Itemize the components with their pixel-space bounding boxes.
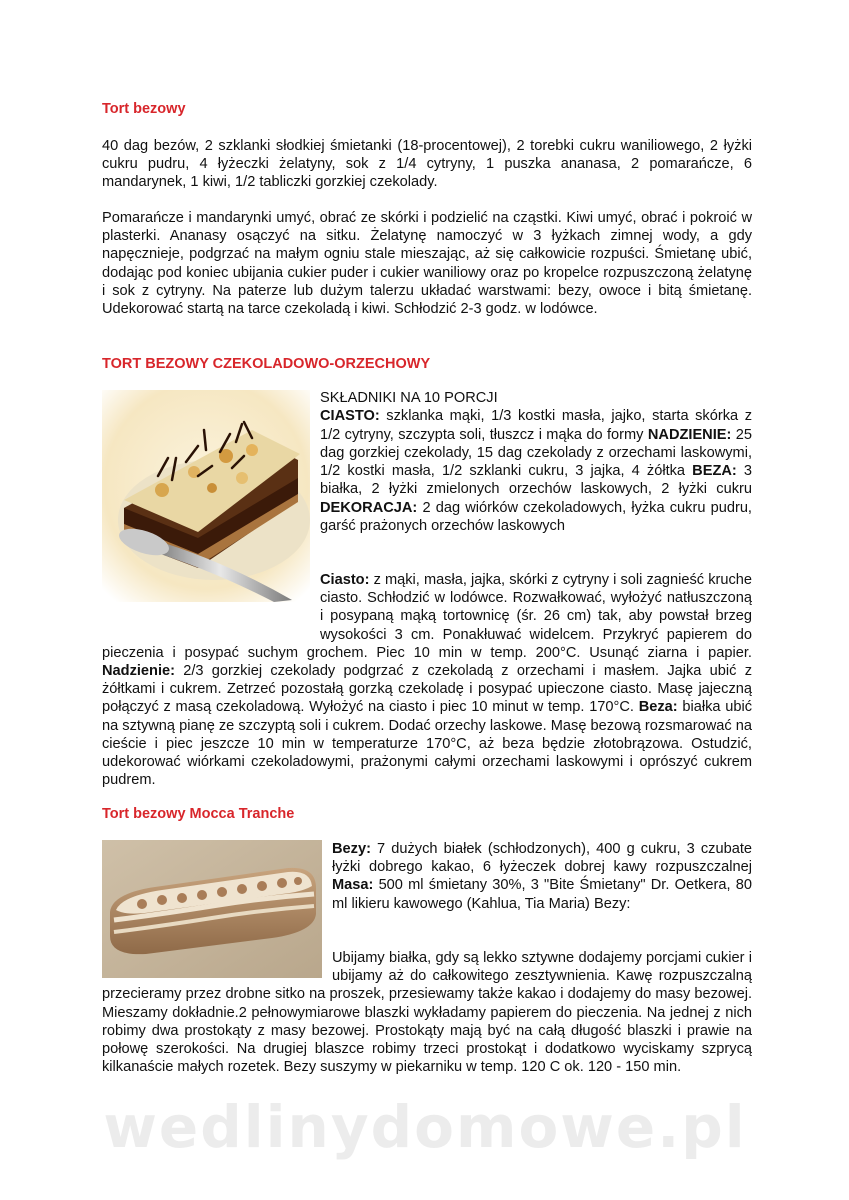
ingredient-ciasto-label: CIASTO: [320,408,380,425]
ingredient-nadzienie-text: 25 dag gorzkiej czekolady, 15 dag czekolady z orzechami laskowymi, 1/2 kostki masła, 1/2 szklanki cukru, 3 jajka, 4 żółtka [320,426,752,480]
recipe2-title: TORT BEZOWY CZEKOLADOWO-ORZECHOWY [102,356,431,372]
ingredient-beza-text: 3 białka, 2 łyżki zmielonych orzechów laskowych, 2 łyżki cukru [320,463,753,498]
method-ciasto-label: Ciasto: [320,572,370,588]
watermark: wedlinydomowe.pl [103,1093,747,1161]
method-nadzienie-label: Nadzienie: [102,663,175,680]
ingredient-dekoracja-text: 2 dag wiórków czekoladowych, łyżka cukru pudru, garść prażonych orzechów laskowych [320,499,752,535]
method-beza-text: białka ubić na sztywną pianę ze szczyptą soli i cukrem. Dodać orzechy laskowe. Masę bezową rozsmarować na cieście i piec jeszcze 10 min w temperaturze 170°C, aż beza będzie złotobrązowa. Ostudzić, udekorować wiórkami czekoladowymi, prażonymi całymi orzechami laskowymi i oprószyć cukrem pudrem. [102,699,753,789]
recipe2-ingredients [320,389,752,535]
ingredient-masa-text: 500 ml śmietany 30%, 3 "Bite Śmietany" Dr. Oetkera, 80 ml likieru kawowego (Kahlua, Tia Maria) Bezy: [332,877,752,912]
recipe1-title: Tort bezowy [102,101,186,117]
method-beza-label: Beza: [638,699,678,716]
ingredient-dekoracja-label: DEKORACJA: [320,499,418,516]
ingredient-bezy-label: Bezy: [332,841,371,857]
recipe2-method [102,571,753,789]
recipe1-ingredients: 40 dag bezów, 2 szklanki słodkiej śmietanki (18-procentowej), 2 torebki cukru waniliowego, 2 łyżki cukru pudru, 4 łyżeczki żelatyny, sok z 1/4 cytryny, 1 puszka ananasa, 2 pomarańcze, 6 mandarynek, 1 kiwi, 1/2 tabliczki gorzkiej czekolady. [102,138,752,191]
ingredient-masa-label: Masa: [332,877,374,894]
ingredient-ciasto-text: szklanka mąki, 1/3 kostki masła, jajko, starta skórka z 1/2 cytryny, szczypta soli, tłuszcz i mąka do formy [320,408,752,443]
ingredient-nadzienie-label: NADZIENIE: [647,426,732,443]
ingredient-bezy-text: 7 dużych białek (schłodzonych), 400 g cukru, 3 czubate łyżki dobrego kakao, 6 łyżeczek dobrej kawy rozpuszczalnej [332,841,752,876]
method-nadzienie-text: 2/3 gorzkiej czekolady podgrzać z czekoladą z orzechami i masłem. Jajka ubić z żółtkami i cukrem. Zetrzeć pozostałą gorzką czekoladę i posypać upieczone ciasto. Masę jajeczną połączyć z masą czekoladową. Wyłożyć na ciasto i piec 10 minut w temp. 170°C. [102,663,752,716]
recipe3-ingredients [332,840,752,913]
recipe3-title: Tort bezowy Mocca Tranche [102,806,295,822]
recipe2-servings: SKŁADNIKI NA 10 PORCJI [320,390,498,406]
ingredient-beza-label: BEZA: [692,463,737,480]
recipe1-method: Pomarańcze i mandarynki umyć, obrać ze skórki i podzielić na cząstki. Kiwi umyć, obrać i pokroić w plasterki. Ananasy osączyć na sitku. Żelatynę namoczyć w 3 łyżkach zimnej wody, a gdy napęcznieje, podgrzać na małym ogniu stale mieszając, aż się całkowicie rozpuści. Śmietanę ubić, dodając pod koniec ubijania cukier puder i cukier waniliowy oraz po kropelce rozpuszczoną żelatynę i sok z cytryny. Na paterze lub dużym talerzu układać warstwami: bezy, owoce i bitą śmietanę. Udekorować startą na tarce czekoladą i kiwi. Schłodzić 2-3 godz. w lodówce. [102,210,752,318]
recipe3-method [102,949,752,1076]
recipe3-method-text: Ubijamy białka, gdy są lekko sztywne dodajemy porcjami cukier i ubijamy aż do całkowitego zesztywnienia. Kawę rozpuszczalną przecieramy przez drobne sitko na proszek, przesiewamy także kakao i dodajemy do masy bezowej. Mieszamy dokładnie.2 pełnowymiarowe blaszki wykładamy papierem do pieczenia. Na jednej z nich robimy dwa prostokąty z masy bezowej. Prostokąty mają być na całą długość blaszki i prawie na połowę szerokości. Na drugiej blaszce robimy trzeci prostokąt i dodatkowo wyciskamy szprycą kilkanaście małych rozetek. Bezy suszymy w piekarniku w temp. 120 C ok. 120 - 150 min. [102,950,752,1076]
method-ciasto-text: z mąki, masła, jajka, skórki z cytryny i soli zagnieść kruche ciasto. Schłodzić w lodówce. Rozwałkować, wyłożyć natłuszczoną i posypaną mąką tortownicę (śr. 26 cm) tak, aby powstał brzeg wysokości 3 cm. Ponakłuwać widelcem. Przykryć papierem do pieczenia i posypać suchym grochem. Piec 10 min w temp. 200°C. Usunąć ziarna i papier. [102,572,752,661]
